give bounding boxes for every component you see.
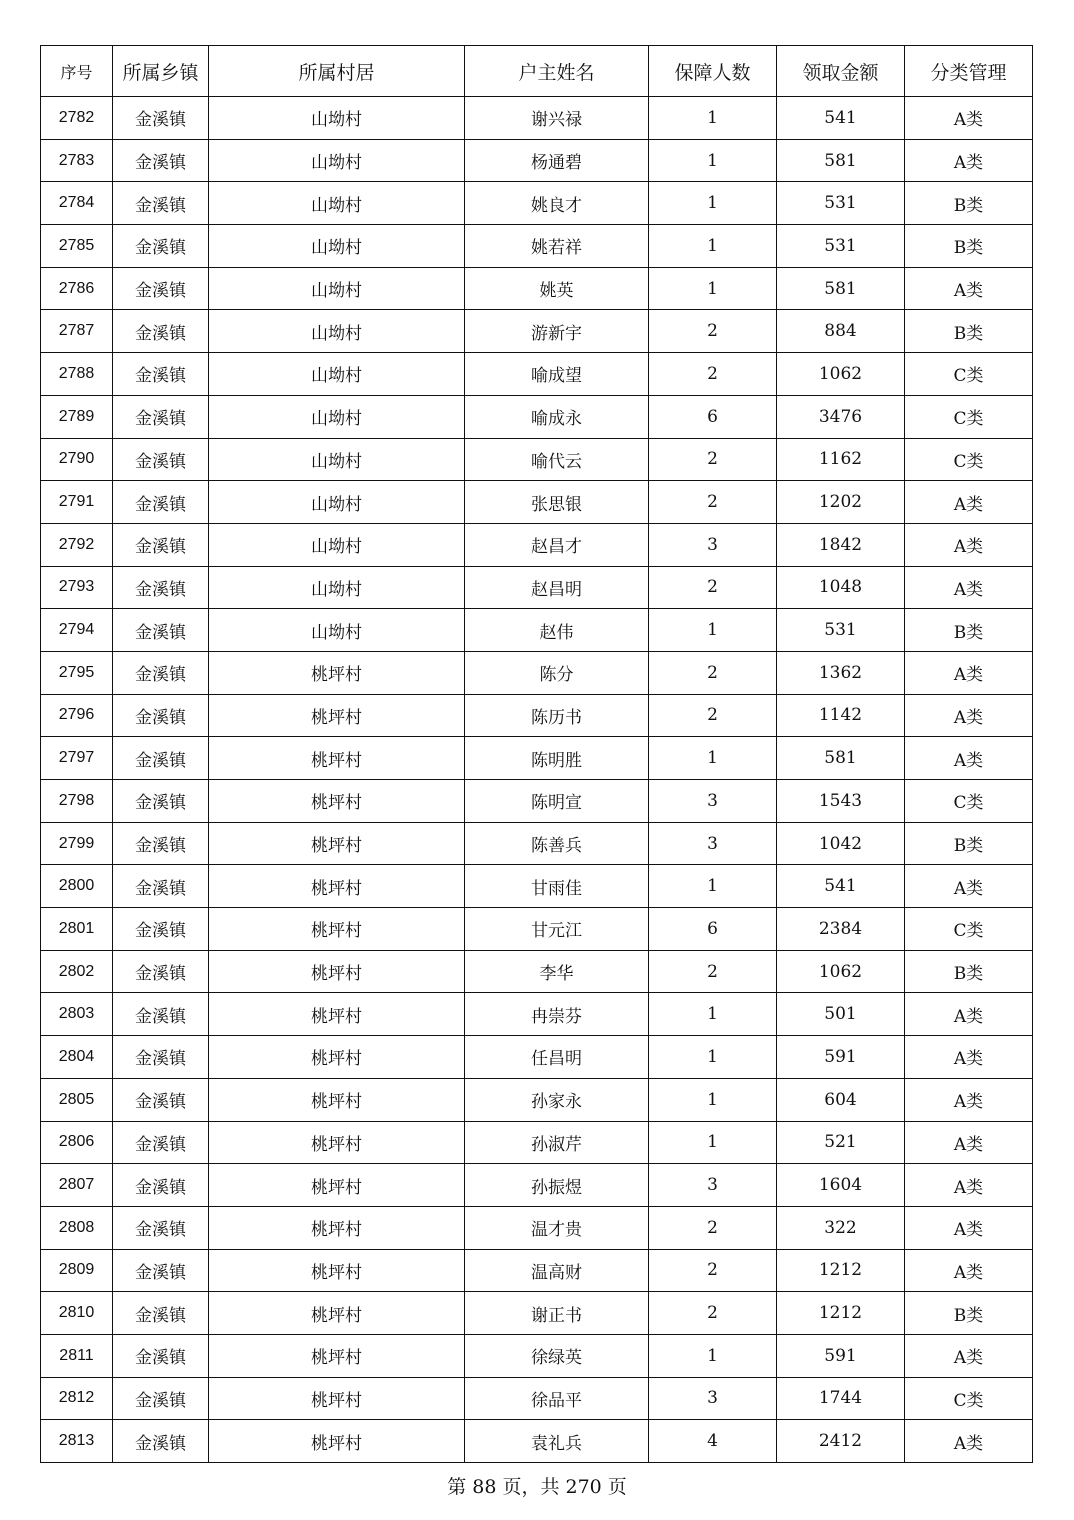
cell-village: 山坳村 [209, 225, 465, 268]
cell-category: A类 [905, 97, 1033, 140]
cell-householder-name: 游新宇 [465, 310, 649, 353]
table-row [41, 1334, 1033, 1377]
cell-householder-name: 赵伟 [465, 609, 649, 652]
cell-village: 桃坪村 [209, 1292, 465, 1335]
cell-serial-number: 2796 [41, 694, 113, 737]
table-body [41, 97, 1033, 1463]
subsidy-table [40, 45, 1033, 1463]
table-row [41, 1078, 1033, 1121]
cell-village: 桃坪村 [209, 694, 465, 737]
cell-village: 桃坪村 [209, 1249, 465, 1292]
cell-householder-name: 谢正书 [465, 1292, 649, 1335]
cell-township: 金溪镇 [113, 182, 209, 225]
cell-amount: 2412 [777, 1420, 905, 1463]
table-row [41, 780, 1033, 823]
cell-amount: 531 [777, 609, 905, 652]
cell-category: B类 [905, 225, 1033, 268]
cell-township: 金溪镇 [113, 1334, 209, 1377]
cell-category: C类 [905, 395, 1033, 438]
cell-township: 金溪镇 [113, 438, 209, 481]
cell-covered-persons: 1 [649, 1036, 777, 1079]
cell-amount: 884 [777, 310, 905, 353]
cell-covered-persons: 2 [649, 1292, 777, 1335]
cell-householder-name: 孙家永 [465, 1078, 649, 1121]
cell-amount: 1362 [777, 651, 905, 694]
cell-amount: 1202 [777, 481, 905, 524]
cell-householder-name: 喻成望 [465, 353, 649, 396]
cell-householder-name: 孙淑芹 [465, 1121, 649, 1164]
table-row [41, 1036, 1033, 1079]
cell-serial-number: 2786 [41, 267, 113, 310]
cell-township: 金溪镇 [113, 609, 209, 652]
cell-village: 桃坪村 [209, 908, 465, 951]
header-township: 所属乡镇 [113, 46, 209, 97]
cell-category: A类 [905, 1334, 1033, 1377]
cell-householder-name: 陈明胜 [465, 737, 649, 780]
cell-amount: 1212 [777, 1292, 905, 1335]
cell-township: 金溪镇 [113, 1036, 209, 1079]
cell-township: 金溪镇 [113, 694, 209, 737]
cell-village: 桃坪村 [209, 1078, 465, 1121]
cell-covered-persons: 3 [649, 780, 777, 823]
table-row [41, 694, 1033, 737]
cell-category: B类 [905, 950, 1033, 993]
cell-householder-name: 徐绿英 [465, 1334, 649, 1377]
cell-covered-persons: 2 [649, 694, 777, 737]
cell-householder-name: 陈历书 [465, 694, 649, 737]
cell-covered-persons: 1 [649, 97, 777, 140]
cell-serial-number: 2784 [41, 182, 113, 225]
cell-township: 金溪镇 [113, 523, 209, 566]
cell-category: A类 [905, 694, 1033, 737]
cell-township: 金溪镇 [113, 993, 209, 1036]
cell-township: 金溪镇 [113, 651, 209, 694]
table-row [41, 182, 1033, 225]
cell-category: C类 [905, 1377, 1033, 1420]
cell-covered-persons: 4 [649, 1420, 777, 1463]
cell-serial-number: 2792 [41, 523, 113, 566]
cell-covered-persons: 1 [649, 267, 777, 310]
cell-householder-name: 杨通碧 [465, 139, 649, 182]
cell-serial-number: 2798 [41, 780, 113, 823]
cell-covered-persons: 3 [649, 1377, 777, 1420]
table-row [41, 1292, 1033, 1335]
cell-serial-number: 2802 [41, 950, 113, 993]
cell-covered-persons: 6 [649, 395, 777, 438]
header-covered-persons: 保障人数 [649, 46, 777, 97]
cell-amount: 541 [777, 865, 905, 908]
cell-serial-number: 2810 [41, 1292, 113, 1335]
table-row [41, 267, 1033, 310]
cell-amount: 521 [777, 1121, 905, 1164]
cell-village: 桃坪村 [209, 1334, 465, 1377]
cell-township: 金溪镇 [113, 267, 209, 310]
cell-householder-name: 甘雨佳 [465, 865, 649, 908]
cell-township: 金溪镇 [113, 481, 209, 524]
cell-covered-persons: 2 [649, 950, 777, 993]
cell-amount: 531 [777, 182, 905, 225]
cell-covered-persons: 2 [649, 353, 777, 396]
cell-amount: 1062 [777, 950, 905, 993]
cell-serial-number: 2790 [41, 438, 113, 481]
cell-covered-persons: 2 [649, 566, 777, 609]
table-row [41, 865, 1033, 908]
cell-category: B类 [905, 822, 1033, 865]
cell-householder-name: 袁礼兵 [465, 1420, 649, 1463]
cell-covered-persons: 1 [649, 1334, 777, 1377]
cell-amount: 581 [777, 737, 905, 780]
cell-category: A类 [905, 267, 1033, 310]
table-row [41, 1249, 1033, 1292]
cell-village: 桃坪村 [209, 1377, 465, 1420]
cell-serial-number: 2808 [41, 1206, 113, 1249]
cell-village: 桃坪村 [209, 1164, 465, 1207]
cell-householder-name: 李华 [465, 950, 649, 993]
cell-category: A类 [905, 523, 1033, 566]
cell-serial-number: 2795 [41, 651, 113, 694]
table-row [41, 523, 1033, 566]
cell-serial-number: 2782 [41, 97, 113, 140]
cell-amount: 1162 [777, 438, 905, 481]
cell-serial-number: 2807 [41, 1164, 113, 1207]
cell-category: B类 [905, 1292, 1033, 1335]
cell-householder-name: 喻代云 [465, 438, 649, 481]
cell-category: B类 [905, 310, 1033, 353]
cell-householder-name: 陈分 [465, 651, 649, 694]
header-serial-number: 序号 [41, 46, 113, 97]
table-row [41, 737, 1033, 780]
cell-serial-number: 2806 [41, 1121, 113, 1164]
cell-category: A类 [905, 481, 1033, 524]
cell-township: 金溪镇 [113, 225, 209, 268]
cell-amount: 591 [777, 1334, 905, 1377]
cell-category: A类 [905, 1078, 1033, 1121]
cell-township: 金溪镇 [113, 97, 209, 140]
cell-amount: 501 [777, 993, 905, 1036]
cell-category: C类 [905, 438, 1033, 481]
cell-category: C类 [905, 908, 1033, 951]
cell-amount: 1604 [777, 1164, 905, 1207]
cell-amount: 322 [777, 1206, 905, 1249]
cell-village: 桃坪村 [209, 993, 465, 1036]
cell-village: 桃坪村 [209, 780, 465, 823]
cell-category: C类 [905, 353, 1033, 396]
table-row [41, 651, 1033, 694]
cell-serial-number: 2785 [41, 225, 113, 268]
cell-amount: 1142 [777, 694, 905, 737]
table-row [41, 310, 1033, 353]
cell-amount: 1842 [777, 523, 905, 566]
cell-covered-persons: 2 [649, 310, 777, 353]
cell-amount: 1042 [777, 822, 905, 865]
cell-serial-number: 2794 [41, 609, 113, 652]
cell-covered-persons: 2 [649, 1206, 777, 1249]
cell-householder-name: 温高财 [465, 1249, 649, 1292]
cell-category: B类 [905, 609, 1033, 652]
cell-householder-name: 姚若祥 [465, 225, 649, 268]
cell-township: 金溪镇 [113, 1164, 209, 1207]
cell-covered-persons: 3 [649, 822, 777, 865]
cell-village: 山坳村 [209, 97, 465, 140]
cell-village: 桃坪村 [209, 950, 465, 993]
cell-covered-persons: 2 [649, 651, 777, 694]
cell-covered-persons: 3 [649, 523, 777, 566]
cell-amount: 604 [777, 1078, 905, 1121]
cell-amount: 541 [777, 97, 905, 140]
cell-village: 山坳村 [209, 523, 465, 566]
table-row [41, 225, 1033, 268]
cell-village: 山坳村 [209, 609, 465, 652]
cell-householder-name: 张思银 [465, 481, 649, 524]
header-householder-name: 户主姓名 [465, 46, 649, 97]
cell-serial-number: 2800 [41, 865, 113, 908]
table-row [41, 438, 1033, 481]
table-row [41, 908, 1033, 951]
cell-township: 金溪镇 [113, 950, 209, 993]
cell-township: 金溪镇 [113, 353, 209, 396]
cell-village: 桃坪村 [209, 1420, 465, 1463]
cell-township: 金溪镇 [113, 1206, 209, 1249]
cell-householder-name: 冉崇芬 [465, 993, 649, 1036]
cell-serial-number: 2811 [41, 1334, 113, 1377]
cell-amount: 2384 [777, 908, 905, 951]
cell-village: 山坳村 [209, 395, 465, 438]
cell-covered-persons: 1 [649, 865, 777, 908]
cell-township: 金溪镇 [113, 395, 209, 438]
cell-category: A类 [905, 1420, 1033, 1463]
cell-covered-persons: 1 [649, 1078, 777, 1121]
cell-amount: 1048 [777, 566, 905, 609]
cell-householder-name: 姚良才 [465, 182, 649, 225]
cell-covered-persons: 3 [649, 1164, 777, 1207]
cell-township: 金溪镇 [113, 139, 209, 182]
cell-category: A类 [905, 865, 1033, 908]
cell-village: 桃坪村 [209, 1121, 465, 1164]
cell-serial-number: 2809 [41, 1249, 113, 1292]
cell-township: 金溪镇 [113, 566, 209, 609]
cell-village: 山坳村 [209, 267, 465, 310]
cell-householder-name: 陈明宣 [465, 780, 649, 823]
cell-covered-persons: 1 [649, 737, 777, 780]
table-row [41, 993, 1033, 1036]
cell-householder-name: 甘元江 [465, 908, 649, 951]
cell-covered-persons: 1 [649, 139, 777, 182]
cell-householder-name: 温才贵 [465, 1206, 649, 1249]
cell-serial-number: 2804 [41, 1036, 113, 1079]
cell-covered-persons: 1 [649, 993, 777, 1036]
cell-amount: 531 [777, 225, 905, 268]
cell-serial-number: 2813 [41, 1420, 113, 1463]
cell-category: A类 [905, 1206, 1033, 1249]
cell-covered-persons: 2 [649, 481, 777, 524]
table-row [41, 950, 1033, 993]
table-row [41, 481, 1033, 524]
cell-householder-name: 孙振煜 [465, 1164, 649, 1207]
table-row [41, 395, 1033, 438]
cell-village: 桃坪村 [209, 737, 465, 780]
cell-category: A类 [905, 651, 1033, 694]
cell-covered-persons: 1 [649, 225, 777, 268]
cell-serial-number: 2789 [41, 395, 113, 438]
cell-category: A类 [905, 566, 1033, 609]
cell-category: A类 [905, 139, 1033, 182]
cell-category: C类 [905, 780, 1033, 823]
cell-village: 山坳村 [209, 310, 465, 353]
cell-serial-number: 2787 [41, 310, 113, 353]
cell-township: 金溪镇 [113, 822, 209, 865]
cell-covered-persons: 1 [649, 182, 777, 225]
cell-township: 金溪镇 [113, 865, 209, 908]
cell-township: 金溪镇 [113, 1292, 209, 1335]
cell-householder-name: 喻成永 [465, 395, 649, 438]
table-row [41, 566, 1033, 609]
cell-village: 桃坪村 [209, 651, 465, 694]
table-row [41, 1420, 1033, 1463]
cell-township: 金溪镇 [113, 1121, 209, 1164]
cell-village: 桃坪村 [209, 1036, 465, 1079]
cell-serial-number: 2797 [41, 737, 113, 780]
table-header-row [41, 46, 1033, 97]
cell-category: B类 [905, 182, 1033, 225]
cell-householder-name: 任昌明 [465, 1036, 649, 1079]
cell-serial-number: 2791 [41, 481, 113, 524]
cell-householder-name: 陈善兵 [465, 822, 649, 865]
page-footer: 第 88 页，共 270 页 [447, 1476, 627, 1498]
table-row [41, 1121, 1033, 1164]
cell-category: A类 [905, 737, 1033, 780]
cell-covered-persons: 2 [649, 438, 777, 481]
cell-serial-number: 2803 [41, 993, 113, 1036]
cell-serial-number: 2793 [41, 566, 113, 609]
cell-village: 山坳村 [209, 182, 465, 225]
cell-serial-number: 2801 [41, 908, 113, 951]
cell-township: 金溪镇 [113, 1377, 209, 1420]
cell-householder-name: 赵昌才 [465, 523, 649, 566]
cell-category: A类 [905, 993, 1033, 1036]
cell-township: 金溪镇 [113, 737, 209, 780]
table-row [41, 822, 1033, 865]
cell-covered-persons: 1 [649, 609, 777, 652]
cell-village: 山坳村 [209, 481, 465, 524]
cell-householder-name: 谢兴禄 [465, 97, 649, 140]
cell-covered-persons: 1 [649, 1121, 777, 1164]
cell-category: A类 [905, 1121, 1033, 1164]
cell-amount: 1062 [777, 353, 905, 396]
cell-village: 山坳村 [209, 438, 465, 481]
cell-township: 金溪镇 [113, 310, 209, 353]
cell-township: 金溪镇 [113, 1078, 209, 1121]
cell-covered-persons: 6 [649, 908, 777, 951]
table-row [41, 1377, 1033, 1420]
cell-serial-number: 2799 [41, 822, 113, 865]
cell-category: A类 [905, 1164, 1033, 1207]
cell-amount: 581 [777, 139, 905, 182]
cell-amount: 1212 [777, 1249, 905, 1292]
table-row [41, 1164, 1033, 1207]
table-row [41, 1206, 1033, 1249]
cell-category: A类 [905, 1249, 1033, 1292]
table-row [41, 609, 1033, 652]
cell-householder-name: 徐品平 [465, 1377, 649, 1420]
table-row [41, 97, 1033, 140]
cell-village: 山坳村 [209, 566, 465, 609]
cell-amount: 581 [777, 267, 905, 310]
table-row [41, 353, 1033, 396]
cell-township: 金溪镇 [113, 1249, 209, 1292]
cell-amount: 3476 [777, 395, 905, 438]
cell-village: 桃坪村 [209, 1206, 465, 1249]
table-row [41, 139, 1033, 182]
cell-amount: 1744 [777, 1377, 905, 1420]
cell-township: 金溪镇 [113, 1420, 209, 1463]
cell-township: 金溪镇 [113, 780, 209, 823]
cell-serial-number: 2805 [41, 1078, 113, 1121]
cell-category: A类 [905, 1036, 1033, 1079]
cell-township: 金溪镇 [113, 908, 209, 951]
cell-village: 桃坪村 [209, 822, 465, 865]
cell-serial-number: 2788 [41, 353, 113, 396]
header-category: 分类管理 [905, 46, 1033, 97]
cell-village: 山坳村 [209, 353, 465, 396]
cell-covered-persons: 2 [649, 1249, 777, 1292]
cell-village: 桃坪村 [209, 865, 465, 908]
header-amount: 领取金额 [777, 46, 905, 97]
cell-householder-name: 姚英 [465, 267, 649, 310]
cell-serial-number: 2783 [41, 139, 113, 182]
cell-amount: 1543 [777, 780, 905, 823]
cell-amount: 591 [777, 1036, 905, 1079]
cell-householder-name: 赵昌明 [465, 566, 649, 609]
header-village: 所属村居 [209, 46, 465, 97]
cell-serial-number: 2812 [41, 1377, 113, 1420]
cell-village: 山坳村 [209, 139, 465, 182]
